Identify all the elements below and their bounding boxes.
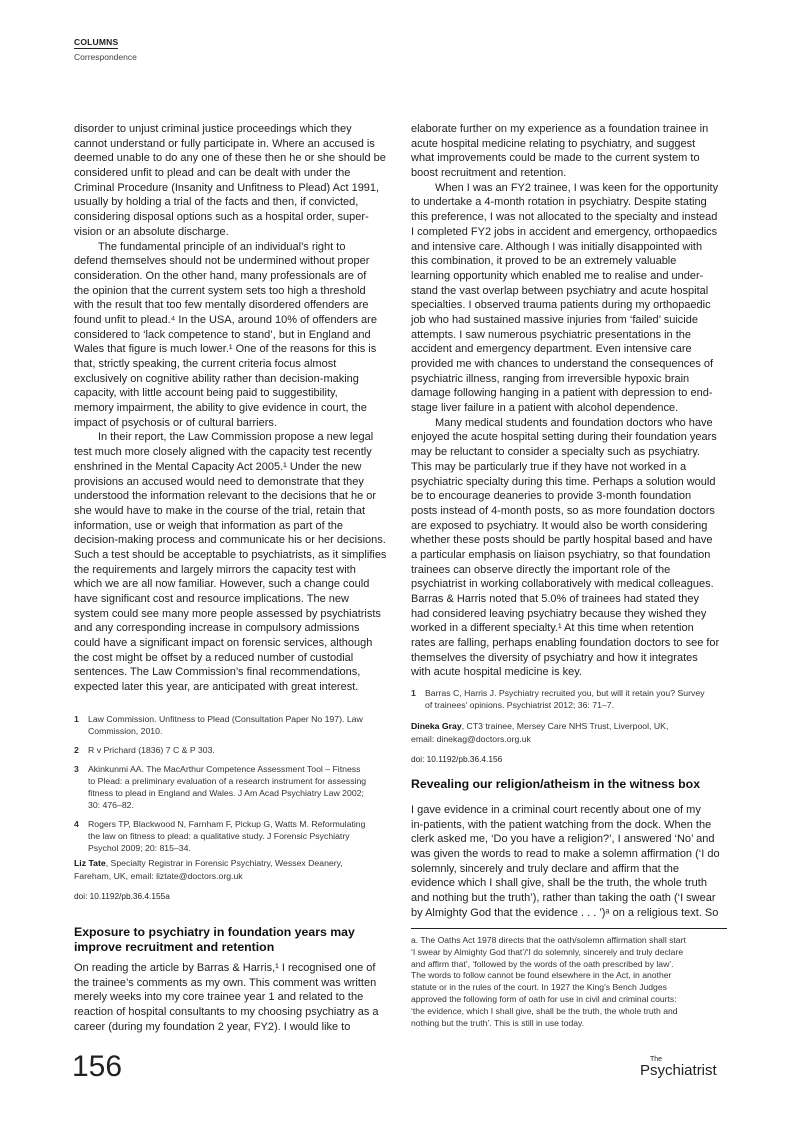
text-line: attempts. I saw numerous psychiatric presentations in the [411,328,692,341]
text-line: enjoyed the acute hospital setting during their foundation years [411,431,717,444]
text-line: The words to follow cannot be found elsewhere in the Act, in another [411,970,672,981]
text-line: of trainees’ opinions. Psychiatrist 2012; 36: 71–7. [425,700,614,710]
reference-item [74,818,384,854]
text-line: R v Prichard (1836) 7 C & P 303. [88,745,215,755]
text-line: ‘I swear by Almighty God that’/‘I do solemnly, sincerely and truly declare [411,946,684,957]
text-line: job who had sustained massive injuries from ‘failed’ suicide [411,313,698,326]
text-line: expected later this year, are anticipated with great interest. [74,681,359,694]
text-line: On reading the article by Barras & Harris,¹ I recognised one of [74,962,376,974]
text-line: stage liver failure in a patient with alcohol dependence. [411,402,679,415]
article-body [411,803,731,921]
text-line: approved the following form of oath for use in civil and criminal courts: [411,993,677,1004]
text-line: provided me with chances to understand the consequences of [411,358,714,370]
text-line: ‘the evidence, which I shall give, shall be the truth, the whole truth and [411,1005,678,1016]
text-line: career (during my foundation 2 year, FY2). I would like to [74,1020,351,1033]
text-line: by Almighty God that the evidence . . . ’)ᵃ on a religious text. So [411,906,719,919]
right-column-body [411,122,731,680]
text-line: have significant cost and resource implications. The new [74,593,349,605]
text-line: deemed unable to do any one of these then he or she should be [74,152,386,165]
text-line: enshrined in the Mental Capacity Act 2005.¹ Under the new [74,460,362,473]
article-body [74,961,384,1034]
text-line: this combination, it proved to be an extremely valuable [411,255,677,268]
text-line: The fundamental principle of an individual’s right to [98,240,346,253]
text-line: exclusively on cognitive ability rather than decision-making [74,372,359,385]
reference-item [74,713,384,737]
text-line: merely weeks into my core trainee year 1 and related to the [74,991,364,1004]
text-line: Commission, 2010. [88,726,163,736]
text-line: Such a test should be acceptable to psychiatrists, as it simplifies [74,548,387,561]
author-name: Liz Tate [74,858,106,868]
reference-list [411,687,731,711]
reference-number: 4 [74,819,79,829]
text-line: provisions an accused would need to demonstrate that they [74,475,364,488]
reference-text [425,687,731,711]
text-line: Barras & Harris noted that 5.0% of trainees had stated they [411,593,699,605]
paragraph [74,240,384,431]
text-line: this preference, I was not allocated to the specialty and instead [411,211,718,224]
journal-logo [640,1056,717,1079]
text-line: damage following hanging in a patient with depression to end- [411,387,713,400]
author-email[interactable]: email: dinekag@doctors.org.uk [411,733,531,744]
text-line: Rogers TP, Blackwood N, Farnham F, Pickup G, Watts M. Reformulating [88,819,366,829]
text-line: themselves the diversity of psychiatry and how it integrates [411,651,698,664]
text-line: she would have to make in the course of the trial, retain that [74,504,366,517]
text-line: psychiatric specialty during this time. Perhaps a solution would [411,475,716,488]
text-line: with acute hospital medicine is key. [411,666,582,679]
paragraph [74,122,384,240]
author-affiliation: , Specialty Registrar in Forensic Psychiatry, Wessex Deanery, [105,858,343,868]
section-label: COLUMNS [74,37,119,47]
paragraph [411,416,731,680]
text-line: Many medical students and foundation doctors who have [435,416,713,429]
text-line: be to encourage deaneries to provide 3-month foundation [411,490,692,503]
author-block [74,857,343,882]
text-line: sentences. The Law Commission’s final recommendations, [74,666,361,679]
text-line: the opinion that the current system sets too high a threshold [74,284,366,297]
text-line: acute hospital medicine relating to psychiatry, and suggest [411,137,696,150]
text-line: statute or in the rules of the court. In 1927 the King’s Bench Judges [411,982,667,993]
text-line: system could see many more people assessed by psychiatrists [74,607,381,620]
text-line: I gave evidence in a criminal court recently about one of my [411,804,701,816]
reference-text [88,763,384,811]
reference-text [88,744,384,756]
reference-item [74,744,384,756]
text-line: considered to ‘lack competence to stand’, but in England and [74,328,371,341]
text-line: When I was an FY2 trainee, I was keen for the opportunity [435,181,719,194]
text-line: Revealing our religion/atheism in the witness box [411,777,701,791]
text-line: In their report, the Law Commission propose a new legal [98,431,374,444]
subsection-label: Correspondence [74,52,137,62]
text-line: with the result that too few mentally disordered offenders are [74,299,369,312]
logo-name: Psychiatrist [640,1062,717,1079]
text-line: reaction of hospital consultants to my choosing psychiatry as a [74,1006,379,1019]
text-line: and intensive care. Although I was initially disappointed with [411,240,703,253]
text-line: could have a significant impact on forensic services, although [74,637,373,650]
text-line: usually by holding a trial of the facts and then, if convicted, [74,196,359,209]
doi-link[interactable]: doi: 10.1192/pb.36.4.156 [411,754,503,764]
logo-the: The [650,1056,663,1063]
text-line: whether these posts should be partly hospital based and have [411,534,713,547]
reference-item [411,687,731,711]
text-line: Barras C, Harris J. Psychiatry recruited you, but will it retain you? Survey [425,688,705,698]
text-line: solemnly, sincerely and truly declare and affirm that the [411,862,680,875]
text-line: may be reluctant to consider a specialty such as psychiatry. [411,446,700,459]
text-line: disorder to unjust criminal justice proceedings which they [74,123,352,135]
text-line: was given the words to read to make a solemn affirmation (‘I do [411,848,720,861]
text-line: in-patients, with the patient watching from the dock. When the [411,818,712,831]
article-title [74,925,355,955]
text-line: and nothing but the truth’), rather than taking the oath (‘I swear [411,892,716,905]
text-line: clerk asked me, ‘Do you have a religion?’, I answered ‘No’ and [411,833,715,846]
author-block [411,720,668,745]
text-line: defend themselves should not be undermined without proper [74,255,370,268]
reference-text [88,818,384,854]
text-line: specialties. I observed trauma patients during my orthopaedic [411,299,711,312]
author-name: Dineka Gray [411,721,462,731]
text-line: accident and emergency department. Even intensive care [411,343,692,356]
text-line: trainees can observe directly the important role of the [411,563,671,576]
paragraph [411,122,731,181]
reference-number: 1 [74,714,79,724]
text-line: a particular emphasis on liaison psychiatry, so that foundation [411,548,711,561]
text-line: posts instead of 4-month posts, so as more foundation doctors [411,504,715,517]
text-line: considered unfit to plead and can be dealt with under the [74,167,351,180]
text-line: the law on fitness to plead: a qualitative study. J Forensic Psychiatry [88,831,350,841]
text-line: capacity, with little account being paid to suggestibility, [74,387,338,400]
paragraph [74,430,387,694]
reference-list [74,713,384,854]
text-line: psychiatric illness, ranging from irreversible hypoxic brain [411,372,690,385]
reference-number: 3 [74,764,79,774]
doi-link[interactable]: doi: 10.1192/pb.36.4.155a [74,891,170,901]
text-line: I completed FY2 jobs in accident and emergency, orthopaedics [411,225,718,238]
footnote-divider [411,928,727,929]
text-line: considering disposal options such as a hospital order, super- [74,211,369,224]
text-line: decision-making process and communicate his or her decisions. [74,534,386,547]
text-line: information, use or weigh that information as part of the [74,519,344,532]
text-line: test much more closely aligned with the capacity test recently [74,446,372,459]
paragraph [74,961,384,1034]
text-line: stand the vast overlap between psychiatry and acute hospital [411,284,709,297]
text-line: a. The Oaths Act 1978 directs that the oath/solemn affirmation shall start [411,935,686,945]
text-line: Law Commission. Unfitness to Plead (Consultation Paper No 197). Law [88,714,363,724]
text-line: the trainee’s comments as my own. This comment was written [74,976,377,989]
text-line: impact of psychosis or of cultural barriers. [74,416,277,429]
text-line: consideration. On the other hand, many professionals are of [74,269,367,282]
reference-number: 1 [411,688,416,698]
reference-item [74,763,384,811]
page-number: 156 [72,1050,123,1083]
left-column-body [74,122,387,695]
text-line: had considered leaving psychiatry because they wished they [411,607,707,620]
text-line: and affirm that’, ‘followed by the words of the oath prescribed by law’. [411,958,674,969]
reference-number: 2 [74,745,79,755]
paragraph [411,181,731,416]
text-line: which we are all now familiar. However, such a change could [74,578,370,591]
text-line: Criminal Procedure (Insanity and Unfitness to Plead) Act 1991, [74,181,380,194]
reference-text [88,713,384,737]
text-line: rates are falling, perhaps enabling foundation doctors to see for [411,637,720,650]
author-email[interactable]: Fareham, UK, email: liztate@doctors.org.uk [74,870,243,881]
footnote [411,935,731,1029]
text-line: Wales that figure is much lower.¹ One of the reasons for this is [74,343,377,356]
text-line: psychiatrist in working collaboratively with medical colleagues. [411,578,714,591]
text-line: This may be particularly true if they have not worked in a [411,460,687,473]
text-line: and any corresponding increase in compulsory admissions [74,622,360,635]
text-line: nothing but the truth’. This is still in use today. [411,1017,585,1028]
author-affiliation: , CT3 trainee, Mersey Care NHS Trust, Liverpool, UK, [461,721,669,731]
text-line: are exposed to psychiatry. It would also be worth considering [411,519,708,532]
text-line: improve recruitment and retention [74,940,275,954]
text-line: 30: 476–82. [88,800,134,810]
text-line: elaborate further on my experience as a foundation trainee in [411,123,709,135]
text-line: Psychol 2009; 20: 815–34. [88,843,191,853]
text-line: memory impairment, the ability to give evidence in court, the [74,402,367,415]
text-line: to undertake a 4-month rotation in psychiatry. Despite stating [411,196,707,209]
text-line: fitness to plead in England and Wales. J Am Acad Psychiatry Law 2002; [88,788,364,798]
text-line: cannot understand or fully participate in. Where an accused is [74,137,375,150]
text-line: Akinkunmi AA. The MacArthur Competence Assessment Tool – Fitness [88,764,361,774]
text-line: boost recruitment and retention. [411,167,567,180]
text-line: the cost might be offset by a reduced number of custodial [74,651,354,664]
text-line: what improvements could be made to the current system to [411,152,700,165]
text-line: vision or an absolute discharge. [74,225,229,238]
article-title [411,777,700,792]
paragraph [411,803,731,921]
text-line: worked in a different specialty.¹ At this time when retention [411,622,694,635]
text-line: found unfit to plead.⁴ In the USA, around 10% of offenders are [74,313,377,326]
text-line: evidence which I shall give, shall be the truth, the whole truth [411,877,707,890]
text-line: learning opportunity which enabled me to realise and under- [411,269,704,282]
text-line: understood the information relevant to the decisions that he or [74,490,377,503]
text-line: to Plead: a preliminary evaluation of a research instrument for assessing [88,776,367,786]
text-line: that, strictly speaking, the current criteria focus almost [74,358,337,370]
text-line: the requirements and largely mirrors the capacity test with [74,563,356,576]
text-line: Exposure to psychiatry in foundation years may [74,925,355,939]
